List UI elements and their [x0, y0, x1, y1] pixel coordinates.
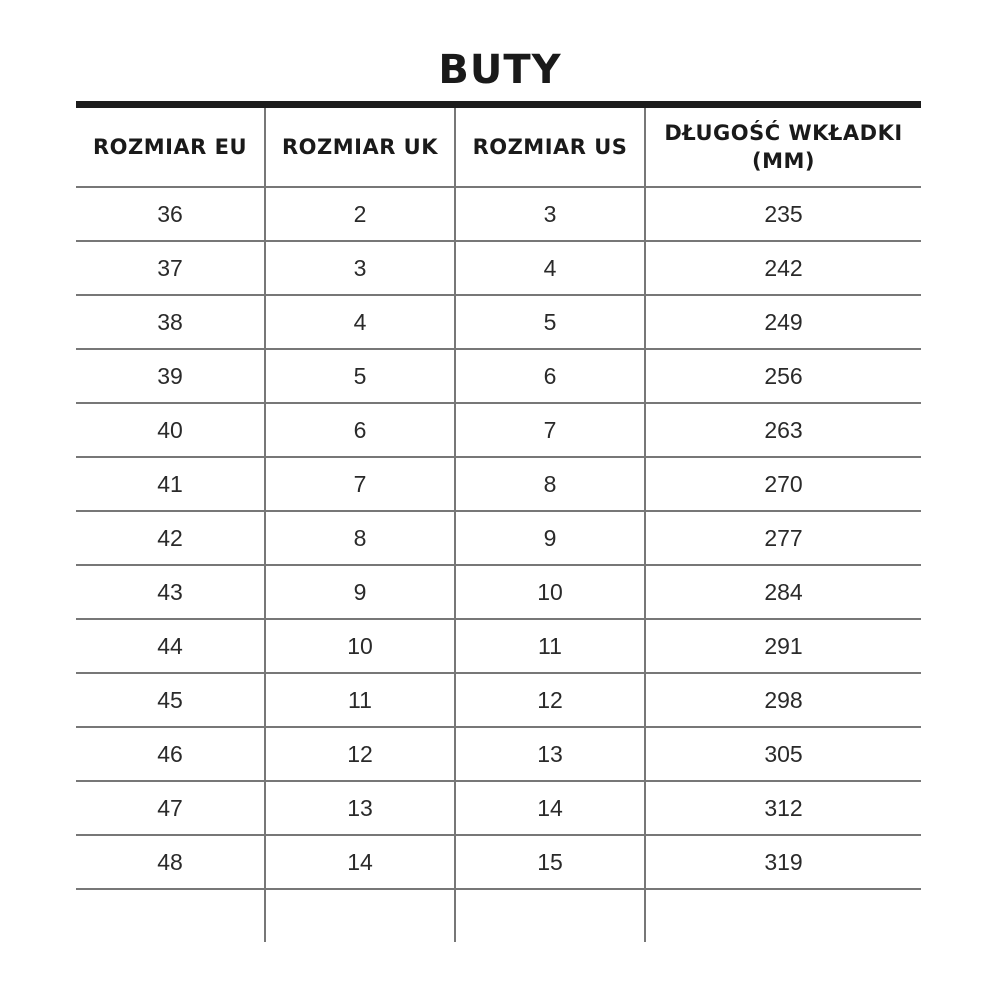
table-row — [76, 349, 921, 403]
cell-eu-size: 37 — [76, 241, 265, 295]
size-table — [76, 108, 921, 942]
cell-eu-size: 43 — [76, 565, 265, 619]
cell-uk-size: 11 — [265, 673, 455, 727]
cell-insole-length: 256 — [645, 349, 921, 403]
cell-us-size: 14 — [455, 781, 645, 835]
table-row — [76, 187, 921, 241]
cell-us-size: 15 — [455, 835, 645, 889]
table-row — [76, 727, 921, 781]
table-row — [76, 457, 921, 511]
cell-us-size: 11 — [455, 619, 645, 673]
cell-eu-size: 36 — [76, 187, 265, 241]
cell-uk-size: 12 — [265, 727, 455, 781]
header-insole-length: DŁUGOŚĆ WKŁADKI (MM) — [645, 108, 921, 187]
table-row — [76, 241, 921, 295]
header-uk-size: ROZMIAR UK — [265, 108, 455, 187]
cell-us-size: 6 — [455, 349, 645, 403]
empty-cell — [76, 889, 265, 942]
cell-uk-size: 14 — [265, 835, 455, 889]
cell-eu-size: 39 — [76, 349, 265, 403]
cell-uk-size: 10 — [265, 619, 455, 673]
cell-insole-length: 312 — [645, 781, 921, 835]
cell-insole-length: 242 — [645, 241, 921, 295]
table-row — [76, 835, 921, 889]
empty-cell — [645, 889, 921, 942]
cell-uk-size: 3 — [265, 241, 455, 295]
cell-eu-size: 38 — [76, 295, 265, 349]
cell-insole-length: 284 — [645, 565, 921, 619]
table-row — [76, 781, 921, 835]
cell-insole-length: 305 — [645, 727, 921, 781]
cell-insole-length: 249 — [645, 295, 921, 349]
cell-uk-size: 4 — [265, 295, 455, 349]
cell-us-size: 13 — [455, 727, 645, 781]
table-row — [76, 565, 921, 619]
cell-insole-length: 277 — [645, 511, 921, 565]
empty-row — [76, 889, 921, 942]
cell-us-size: 8 — [455, 457, 645, 511]
table-header — [76, 108, 921, 187]
cell-insole-length: 319 — [645, 835, 921, 889]
header-eu-size: ROZMIAR EU — [76, 108, 265, 187]
cell-us-size: 3 — [455, 187, 645, 241]
cell-us-size: 4 — [455, 241, 645, 295]
cell-uk-size: 9 — [265, 565, 455, 619]
cell-eu-size: 41 — [76, 457, 265, 511]
cell-eu-size: 46 — [76, 727, 265, 781]
cell-uk-size: 13 — [265, 781, 455, 835]
cell-us-size: 9 — [455, 511, 645, 565]
cell-us-size: 12 — [455, 673, 645, 727]
cell-eu-size: 40 — [76, 403, 265, 457]
table-row — [76, 403, 921, 457]
cell-insole-length: 263 — [645, 403, 921, 457]
cell-eu-size: 47 — [76, 781, 265, 835]
table-row — [76, 673, 921, 727]
cell-eu-size: 42 — [76, 511, 265, 565]
cell-insole-length: 298 — [645, 673, 921, 727]
cell-insole-length: 270 — [645, 457, 921, 511]
cell-us-size: 7 — [455, 403, 645, 457]
page-title: BUTY — [438, 47, 562, 93]
cell-uk-size: 2 — [265, 187, 455, 241]
cell-eu-size: 44 — [76, 619, 265, 673]
cell-insole-length: 291 — [645, 619, 921, 673]
cell-eu-size: 45 — [76, 673, 265, 727]
empty-cell — [455, 889, 645, 942]
cell-insole-length: 235 — [645, 187, 921, 241]
table-body — [76, 187, 921, 942]
title-rule — [76, 101, 921, 108]
header-us-size: ROZMIAR US — [455, 108, 645, 187]
header-row — [76, 108, 921, 187]
cell-uk-size: 8 — [265, 511, 455, 565]
cell-us-size: 5 — [455, 295, 645, 349]
cell-us-size: 10 — [455, 565, 645, 619]
table-row — [76, 295, 921, 349]
table-row — [76, 619, 921, 673]
cell-uk-size: 6 — [265, 403, 455, 457]
empty-cell — [265, 889, 455, 942]
cell-uk-size: 7 — [265, 457, 455, 511]
table-row — [76, 511, 921, 565]
cell-uk-size: 5 — [265, 349, 455, 403]
cell-eu-size: 48 — [76, 835, 265, 889]
